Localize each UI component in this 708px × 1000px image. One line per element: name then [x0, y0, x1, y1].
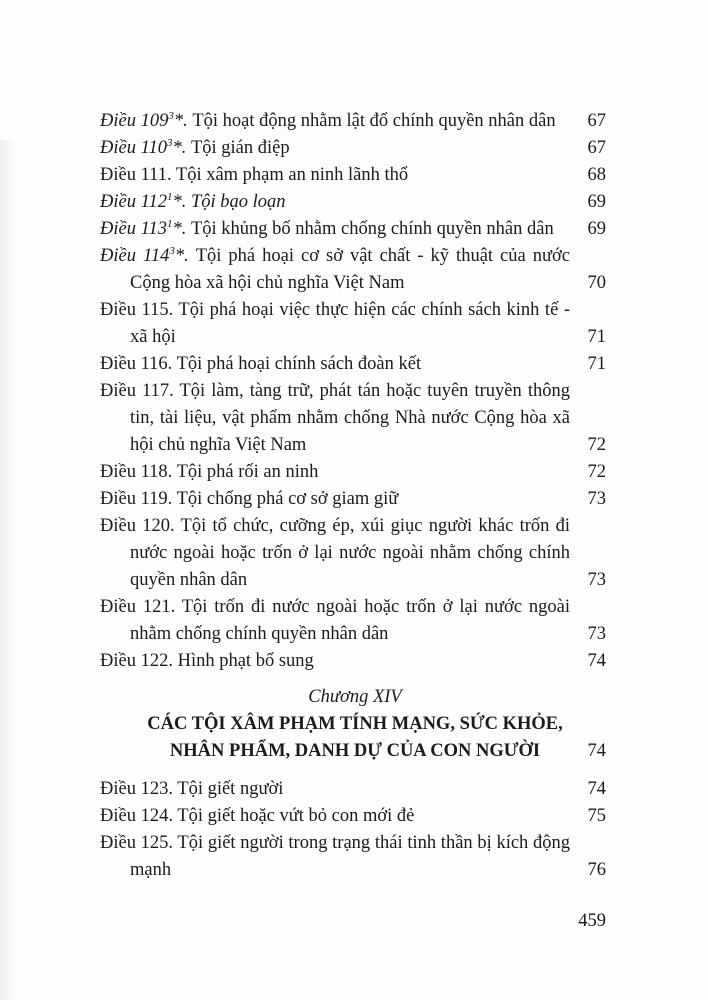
entry-text	[100, 216, 570, 243]
toc-article-entry	[100, 108, 606, 135]
entry-text	[100, 243, 570, 297]
article-label: Điều 114$^3$*.	[100, 245, 196, 266]
article-title: Tội bạo loạn	[190, 192, 286, 212]
entry-page-number: 74	[587, 779, 606, 799]
article-title: Tội xâm phạm an ninh lãnh thổ	[175, 165, 409, 185]
entry-page-number: 70	[587, 273, 606, 293]
entry-text	[100, 648, 570, 675]
entry-page-number: 74	[587, 741, 606, 761]
entry-text	[100, 684, 570, 765]
entry-page-number: 73	[587, 489, 606, 509]
article-label: Điều 111.	[100, 165, 176, 185]
article-title: Tội gián điệp	[190, 138, 290, 158]
entry-page-number: 72	[587, 435, 606, 455]
footnote-ref: 1	[166, 191, 173, 203]
article-title: Tội giết người trong trạng thái tinh thần bị kích động mạnh	[130, 833, 570, 880]
article-label: Điều 115.	[100, 300, 179, 320]
article-label: Điều 120.	[100, 516, 181, 536]
article-label: Điều 109$^3$*.	[100, 110, 193, 131]
toc-article-entry	[100, 243, 606, 297]
article-label: Điều 118.	[100, 462, 177, 482]
footnote-ref: 1	[166, 218, 173, 230]
toc-article-entry	[100, 594, 606, 648]
article-label: Điều 121.	[100, 597, 182, 617]
book-page-number: 459	[578, 911, 606, 931]
entry-text	[100, 351, 570, 378]
entry-text	[100, 830, 570, 884]
entry-page-number: 72	[587, 462, 606, 482]
toc-article-entry	[100, 648, 606, 675]
chapter-label: Chương XIV	[308, 687, 402, 707]
article-title: Tội tổ chức, cưỡng ép, xúi giục người khác trốn đi nước ngoài hoặc trốn ở lại nước ngoài nhằm chống chính quyền nhân dân	[130, 516, 571, 590]
article-title: Tội phá hoại việc thực hiện các chính sách kinh tế - xã hội	[130, 300, 570, 347]
entry-page-number: 73	[587, 570, 606, 590]
article-label: Điều 124.	[100, 806, 178, 826]
toc-article-entry	[100, 513, 606, 594]
toc-article-entry	[100, 216, 606, 243]
entry-page-number: 67	[587, 111, 606, 131]
toc-article-entry	[100, 378, 606, 459]
article-title: Tội trốn đi nước ngoài hoặc trốn ở lại nước ngoài nhằm chống chính quyền nhân dân	[130, 597, 570, 644]
article-title: Tội phá hoại chính sách đoàn kết	[176, 354, 422, 374]
entry-text	[100, 513, 570, 594]
toc-article-entry	[100, 351, 606, 378]
toc-chapter-entry	[100, 684, 606, 765]
toc-article-entry	[100, 297, 606, 351]
article-label: Điều 113$^1$*.	[100, 218, 191, 239]
article-title: Tội giết người	[177, 779, 284, 799]
article-title: Tội làm, tàng trữ, phát tán hoặc tuyên truyền thông tin, tài liệu, vật phẩm nhằm chống Nhà nước Cộng hòa xã hội chủ nghĩa Việt Nam	[130, 381, 570, 455]
entry-text	[100, 803, 570, 830]
chapter-title-line: NHÂN PHẨM, DANH DỰ CỦA CON NGƯỜI	[169, 741, 541, 761]
table-of-contents	[100, 108, 606, 884]
entry-page-number: 68	[587, 165, 606, 185]
article-label: Điều 123.	[100, 779, 178, 799]
article-title: Tội phá hoại cơ sở vật chất - kỹ thuật của nước Cộng hòa xã hội chủ nghĩa Việt Nam	[130, 246, 570, 293]
footnote-ref: 3	[166, 137, 173, 149]
toc-article-entry	[100, 189, 606, 216]
entry-page-number: 67	[587, 138, 606, 158]
entry-text	[100, 135, 570, 162]
entry-page-number: 69	[587, 219, 606, 239]
entry-text	[100, 594, 570, 648]
article-title: Hình phạt bổ sung	[177, 651, 314, 671]
footnote-ref: 3	[169, 245, 175, 257]
toc-article-entry	[100, 803, 606, 830]
entry-text	[100, 297, 570, 351]
article-title: Tội giết hoặc vứt bỏ con mới đẻ	[177, 806, 415, 826]
article-title: Tội phá rối an ninh	[176, 462, 319, 482]
article-label: Điều 116.	[100, 354, 177, 374]
article-label: Điều 119.	[100, 489, 177, 509]
entry-text	[100, 776, 570, 803]
entry-text	[100, 378, 570, 459]
entry-text	[100, 459, 570, 486]
page-footer	[100, 908, 606, 935]
footnote-ref: 3	[168, 110, 174, 122]
article-label: Điều 117.	[100, 381, 180, 401]
entry-text	[100, 162, 570, 189]
entry-text	[100, 189, 570, 216]
toc-article-entry	[100, 459, 606, 486]
entry-page-number: 71	[587, 354, 606, 374]
article-title: Tội hoạt động nhằm lật đổ chính quyền nhân dân	[192, 111, 556, 131]
entry-text	[100, 486, 570, 513]
entry-page-number: 71	[587, 327, 606, 347]
entry-page-number: 69	[587, 192, 606, 212]
toc-article-entry	[100, 776, 606, 803]
entry-page-number: 74	[587, 651, 606, 671]
article-label: Điều 110$^3$*.	[100, 137, 191, 158]
entry-page-number: 73	[587, 624, 606, 644]
article-label: Điều 112$^1$*.	[100, 191, 191, 212]
entry-page-number: 75	[587, 806, 606, 826]
toc-article-entry	[100, 162, 606, 189]
toc-article-entry	[100, 830, 606, 884]
chapter-title-line: CÁC TỘI XÂM PHẠM TÍNH MẠNG, SỨC KHỎE,	[147, 714, 563, 734]
toc-article-entry	[100, 135, 606, 162]
entry-text	[100, 108, 570, 135]
entry-page-number: 76	[587, 860, 606, 880]
article-label: Điều 122.	[100, 651, 178, 671]
toc-article-entry	[100, 486, 606, 513]
article-label: Điều 125.	[100, 833, 178, 853]
article-title: Tội khủng bố nhằm chống chính quyền nhân dân	[190, 219, 554, 239]
article-title: Tội chống phá cơ sở giam giữ	[176, 489, 399, 509]
